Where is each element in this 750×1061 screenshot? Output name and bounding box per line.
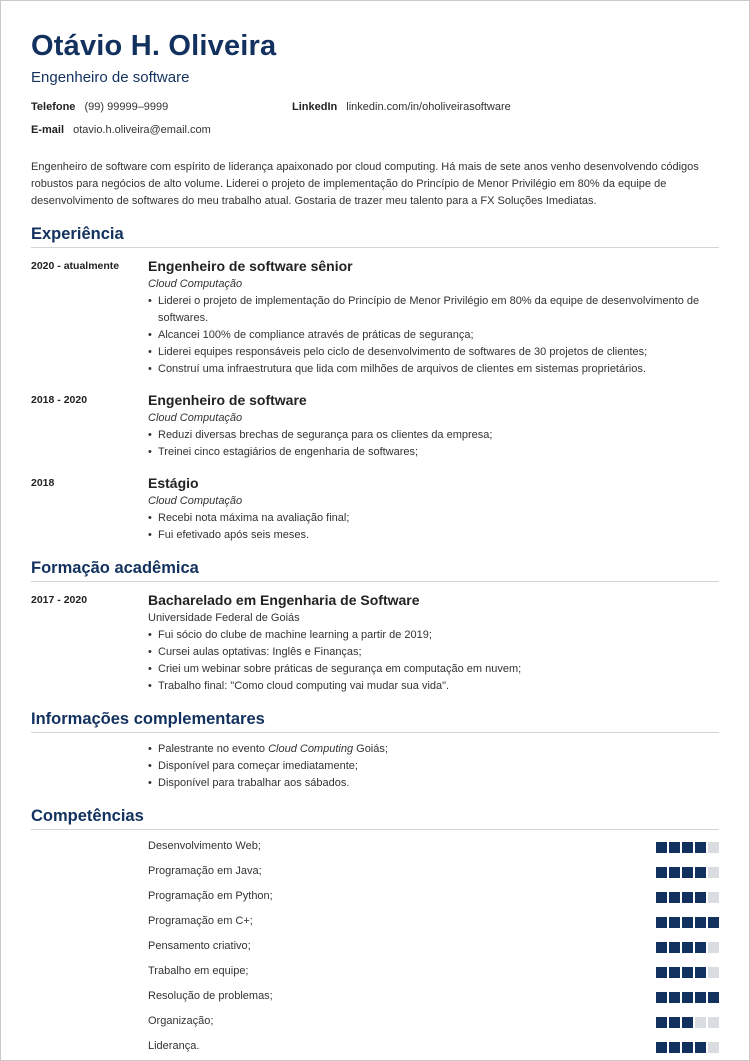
- skill-level-filled-square: [695, 942, 706, 953]
- entry-date: 2018 - 2020: [31, 394, 88, 406]
- entry-company: Cloud Computação: [148, 495, 243, 507]
- entry-bullets: [148, 427, 719, 461]
- skill-level-rating: [656, 967, 719, 978]
- education-entry: [31, 590, 719, 695]
- contact-linkedin: [292, 101, 511, 113]
- extras-bullets: [148, 741, 719, 792]
- bullet-item: • Recebi nota máxima na avaliação final;: [148, 510, 719, 527]
- entry-company: Cloud Computação: [148, 278, 243, 290]
- entry-date: 2020 - atualmente: [31, 260, 120, 272]
- skill-level-rating: [656, 867, 719, 878]
- skill-level-empty-square: [708, 1042, 719, 1053]
- skill-level-filled-square: [669, 867, 680, 878]
- entry-title: Engenheiro de software sênior: [148, 258, 353, 274]
- section-title-experience: Experiência: [31, 224, 719, 248]
- bullet-item: • Disponível para começar imediatamente;: [148, 758, 719, 775]
- experience-entry: [31, 390, 719, 461]
- bullet-item: [148, 741, 719, 758]
- entry-title: Estágio: [148, 475, 199, 491]
- candidate-name: Otávio H. Oliveira: [31, 30, 277, 62]
- skill-name: Trabalho em equipe;: [148, 965, 249, 977]
- skill-level-rating: [656, 892, 719, 903]
- skill-level-empty-square: [708, 967, 719, 978]
- skill-level-filled-square: [682, 842, 693, 853]
- skill-name: Organização;: [148, 1015, 214, 1027]
- skill-level-filled-square: [695, 867, 706, 878]
- skill-level-filled-square: [708, 917, 719, 928]
- professional-summary: Engenheiro de software com espírito de liderança apaixonado por cloud computing. Há mais de sete anos venho desenvolvendo códigos robustos para negócios de alto volume. Liderei o projeto de implementação do Princípio de Menor Privilégio em 80% da equipe de desenvolvimento de softwares do meu trabalho atual. Gostaria de trazer meu talento para a FX Soluções Imediatas.: [31, 161, 699, 207]
- bullet-item: • Reduzi diversas brechas de segurança para os clientes da empresa;: [148, 427, 719, 444]
- bullet-item: • Fui sócio do clube de machine learning a partir de 2019;: [148, 627, 719, 644]
- entry-company: Cloud Computação: [148, 412, 243, 424]
- skill-level-filled-square: [695, 967, 706, 978]
- skill-level-filled-square: [656, 842, 667, 853]
- bullet-item: • Cursei aulas optativas: Inglês e Finanças;: [148, 644, 719, 661]
- bullet-item: • Trabalho final: "Como cloud computing vai mudar sua vida".: [148, 678, 719, 695]
- entry-title: Bacharelado em Engenharia de Software: [148, 592, 420, 608]
- bullet-emphasis: Cloud Computing: [268, 743, 354, 755]
- skill-level-filled-square: [669, 1017, 680, 1028]
- skill-name: Desenvolvimento Web;: [148, 840, 261, 852]
- bullet-item: • Disponível para trabalhar aos sábados.: [148, 775, 719, 792]
- skill-level-filled-square: [695, 992, 706, 1003]
- entry-bullets: [148, 510, 719, 544]
- section-title-skills: Competências: [31, 806, 719, 830]
- skill-level-filled-square: [656, 1017, 667, 1028]
- skill-level-filled-square: [656, 867, 667, 878]
- skill-level-filled-square: [656, 967, 667, 978]
- skill-row: [31, 863, 719, 888]
- bullet-text: Goiás;: [353, 743, 388, 755]
- skill-level-filled-square: [695, 917, 706, 928]
- entry-bullets: [148, 293, 719, 378]
- section-title-education: Formação acadêmica: [31, 558, 719, 582]
- bullet-text: Palestrante no evento: [158, 743, 269, 755]
- skill-row: [31, 913, 719, 938]
- bullet-item: • Liderei equipes responsáveis pelo ciclo de desenvolvimento de softwares de 30 projetos de clientes;: [148, 344, 719, 361]
- skill-level-rating: [656, 1017, 719, 1028]
- bullet-item: • Criei um webinar sobre práticas de segurança em computação em nuvem;: [148, 661, 719, 678]
- skill-row: [31, 1013, 719, 1038]
- skill-level-empty-square: [708, 892, 719, 903]
- section-title-extras: Informações complementares: [31, 709, 719, 733]
- bullet-item: • Treinei cinco estagiários de engenharia de softwares;: [148, 444, 719, 461]
- skill-level-filled-square: [669, 942, 680, 953]
- skill-level-filled-square: [682, 1017, 693, 1028]
- skill-level-filled-square: [669, 992, 680, 1003]
- skill-name: Programação em Java;: [148, 865, 262, 877]
- bullet-item: • Liderei o projeto de implementação do Princípio de Menor Privilégio em 80% da equipe de desenvolvimento de softwares.: [148, 293, 719, 327]
- linkedin-label: LinkedIn: [292, 101, 338, 113]
- entry-institution: Universidade Federal de Goiás: [148, 612, 300, 624]
- linkedin-value[interactable]: linkedin.com/in/oholiveirasoftware: [346, 101, 511, 113]
- skill-name: Pensamento criativo;: [148, 940, 251, 952]
- skill-level-filled-square: [682, 1042, 693, 1053]
- bullet-item: • Construí uma infraestrutura que lida com milhões de arquivos de clientes em sistemas proprietários.: [148, 361, 719, 378]
- skill-level-filled-square: [682, 917, 693, 928]
- skill-level-filled-square: [656, 942, 667, 953]
- experience-entry: [31, 473, 719, 544]
- contact-email: [31, 124, 211, 136]
- skill-level-filled-square: [669, 1042, 680, 1053]
- skill-level-filled-square: [656, 917, 667, 928]
- skill-level-filled-square: [682, 942, 693, 953]
- skill-level-filled-square: [695, 842, 706, 853]
- bullet-item: • Fui efetivado após seis meses.: [148, 527, 719, 544]
- skill-level-rating: [656, 917, 719, 928]
- entry-bullets: [148, 627, 719, 695]
- skill-level-rating: [656, 842, 719, 853]
- skill-level-filled-square: [669, 967, 680, 978]
- skill-level-filled-square: [656, 1042, 667, 1053]
- skill-level-empty-square: [708, 1017, 719, 1028]
- skill-level-empty-square: [695, 1017, 706, 1028]
- skill-level-filled-square: [695, 892, 706, 903]
- email-label: E-mail: [31, 124, 65, 136]
- skill-row: [31, 938, 719, 963]
- skill-level-filled-square: [682, 892, 693, 903]
- skill-level-filled-square: [669, 842, 680, 853]
- entry-date: 2017 - 2020: [31, 594, 88, 606]
- skill-row: [31, 838, 719, 863]
- skill-level-rating: [656, 942, 719, 953]
- skill-level-filled-square: [656, 892, 667, 903]
- entry-title: Engenheiro de software: [148, 392, 307, 408]
- email-value[interactable]: otavio.h.oliveira@email.com: [73, 124, 211, 136]
- skill-name: Programação em Python;: [148, 890, 273, 902]
- skill-row: [31, 963, 719, 988]
- skill-level-filled-square: [669, 892, 680, 903]
- skill-level-filled-square: [682, 992, 693, 1003]
- phone-value: (99) 99999–9999: [84, 101, 169, 113]
- phone-label: Telefone: [31, 101, 76, 113]
- skill-level-filled-square: [708, 992, 719, 1003]
- skill-level-filled-square: [695, 1042, 706, 1053]
- extras-list-container: [31, 741, 719, 792]
- skill-row: [31, 1038, 719, 1061]
- skill-row: [31, 888, 719, 913]
- skill-level-empty-square: [708, 842, 719, 853]
- skill-level-filled-square: [669, 917, 680, 928]
- skill-level-filled-square: [682, 867, 693, 878]
- skills-list: [31, 838, 719, 1061]
- experience-entry: [31, 256, 719, 378]
- skill-level-empty-square: [708, 942, 719, 953]
- skill-level-rating: [656, 992, 719, 1003]
- skill-row: [31, 988, 719, 1013]
- skill-level-filled-square: [682, 967, 693, 978]
- bullet-item: • Alcancei 100% de compliance através de práticas de segurança;: [148, 327, 719, 344]
- entry-date: 2018: [31, 477, 55, 489]
- candidate-role: Engenheiro de software: [31, 69, 190, 86]
- contact-info: [31, 101, 719, 149]
- contact-phone: [31, 101, 168, 113]
- skill-name: Resolução de problemas;: [148, 990, 273, 1002]
- skill-name: Liderança.: [148, 1040, 200, 1052]
- skill-level-empty-square: [708, 867, 719, 878]
- skill-level-rating: [656, 1042, 719, 1053]
- skill-name: Programação em C+;: [148, 915, 253, 927]
- skill-level-filled-square: [656, 992, 667, 1003]
